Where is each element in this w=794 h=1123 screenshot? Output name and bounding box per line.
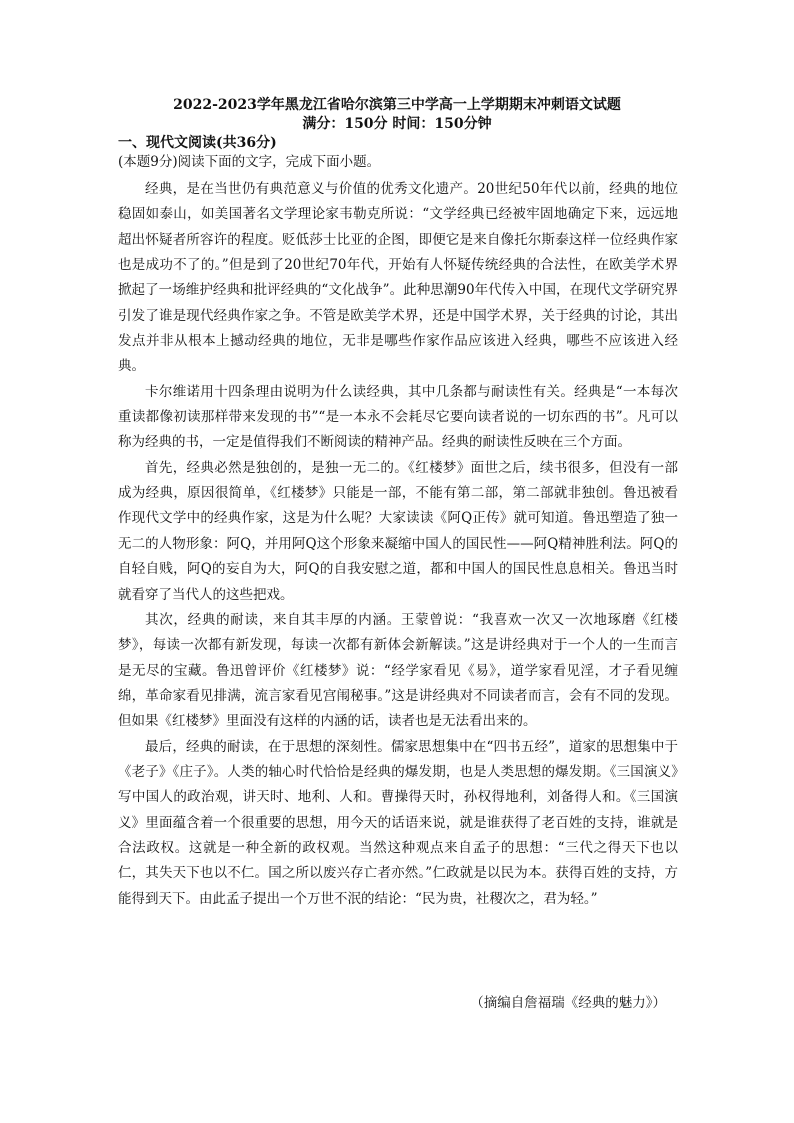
section-heading: 一、现代文阅读(共36分) <box>118 135 277 151</box>
passage-paragraph-4: 其次，经典的耐读，来自其丰厚的内涵。王蒙曾说：“我喜欢一次又一次地琢磨《红楼梦》，每读一次都有新发现，每读一次都有新体会新解读。”这是讲经典对于一个人的一生而言是无尽的宝藏。鲁迅曾评价《红楼梦》说：“经学家看见《易》，道学家看见淫，才子看见缠绵，革命家看见排满，流言家看见宫闱秘事。”这是讲经典对不同读者而言，会有不同的发现。但如果《红楼梦》里面没有这样的内涵的话，读者也是无法看出来的。 <box>118 611 678 730</box>
reading-passage <box>118 177 678 912</box>
question-instruction: (本题9分)阅读下面的文字，完成下面小题。 <box>118 154 381 170</box>
passage-paragraph-1: 经典，是在当世仍有典范意义与价值的优秀文化遗产。20世纪50年代以前，经典的地位稳固如泰山，如美国著名文学理论家韦勒克所说：“文学经典已经被牢固地确定下来，远远地超出怀疑者所容许的程度。贬低莎士比亚的企图，即便它是来自像托尔斯泰这样一位经典作家也是成功不了的。”但是到了20世纪70年代，开始有人怀疑传统经典的合法性，在欧美学术界掀起了一场维护经典和批评经典的“文化战争”。此种思潮90年代传入中国，在现代文学研究界引发了谁是现代经典作家之争。不管是欧美学术界，还是中国学术界，关于经典的讨论，其出发点并非从根本上撼动经典的地位，无非是哪些作家作品应该进入经典，哪些不应该进入经典。 <box>118 181 678 375</box>
passage-source: （摘编自詹福瑞《经典的魅力》） <box>470 995 666 1011</box>
passage-paragraph-2: 卡尔维诺用十四条理由说明为什么读经典，其中几条都与耐读性有关。经典是“一本每次重读都像初读那样带来发现的书”“是一本永不会耗尽它要向读者说的一切东西的书”。凡可以称为经典的书，一定是值得我们不断阅读的精神产品。经典的耐读性反映在三个方面。 <box>118 383 678 451</box>
passage-paragraph-5: 最后，经典的耐读，在于思想的深刻性。儒家思想集中在“四书五经”，道家的思想集中于《老子》《庄子》。人类的轴心时代恰恰是经典的爆发期，也是人类思想的爆发期。《三国演义》写中国人的政治观，讲天时、地利、人和。曹操得天时，孙权得地利，刘备得人和。《三国演义》里面蕴含着一个很重要的思想，用今天的话语来说，就是谁获得了老百姓的支持，谁就是合法政权。这就是一种全新的政权观。当然这种观点来自孟子的思想：“三代之得天下也以仁，其失天下也以不仁。国之所以废兴存亡者亦然。”仁政就是以民为本。获得百姓的支持，方能得到天下。由此孟子提出一个万世不泯的结论：“民为贵，社稷次之，君为轻。” <box>118 738 678 907</box>
exam-subtitle: 满分：150分 时间：150分钟 <box>302 116 492 132</box>
exam-title: 2022-2023学年黑龙江省哈尔滨第三中学高一上学期期末冲刺语文试题 <box>173 97 621 113</box>
passage-paragraph-3: 首先，经典必然是独创的，是独一无二的。《红楼梦》面世之后，续书很多，但没有一部成为经典，原因很简单，《红楼梦》只能是一部，不能有第二部，第二部就非独创。鲁迅被看作现代文学中的经典作家，这是为什么呢？大家读读《阿Q正传》就可知道。鲁迅塑造了独一无二的人物形象：阿Q，并用阿Q这个形象来凝缩中国人的国民性——阿Q精神胜利法。阿Q的自轻自贱，阿Q的妄自为大，阿Q的自我安慰之道，都和中国人的国民性息息相关。鲁迅当时就看穿了当代人的这些把戏。 <box>118 459 678 603</box>
